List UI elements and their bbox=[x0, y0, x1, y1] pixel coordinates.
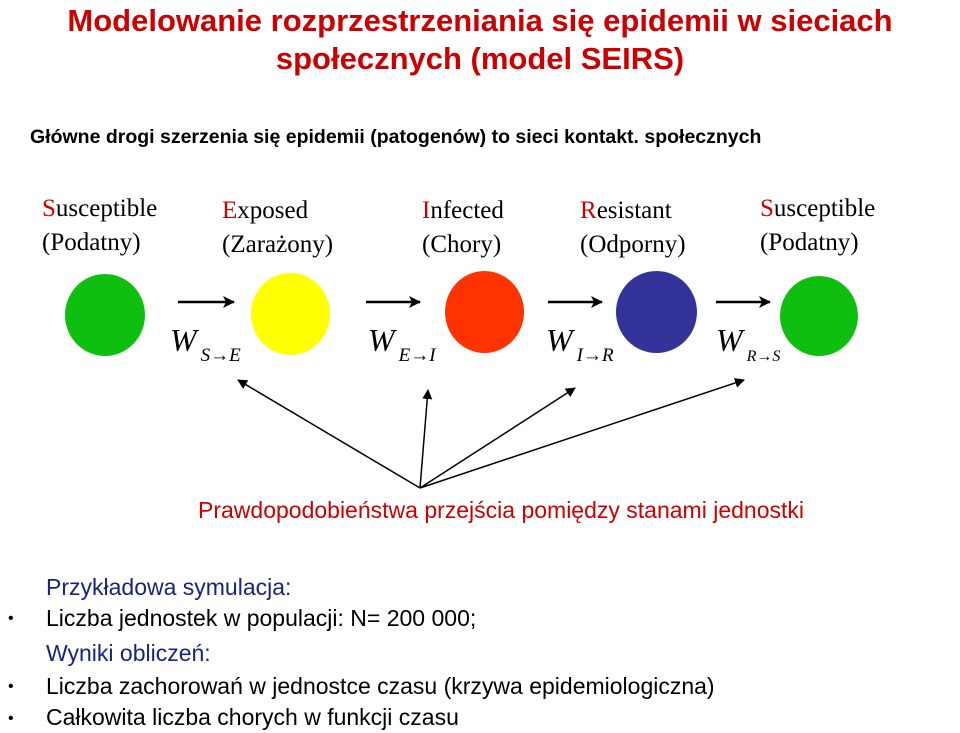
pointer-line bbox=[420, 388, 575, 488]
transition-label-s-e: W S→E bbox=[170, 322, 241, 366]
bullet-icon: • bbox=[8, 678, 14, 695]
pointer-line bbox=[420, 380, 744, 488]
state-name-pl: (Zarażony) bbox=[222, 231, 334, 258]
state-name-pl: (Chory) bbox=[422, 231, 502, 258]
pointer-line bbox=[420, 390, 428, 488]
state-name: Susceptible bbox=[42, 195, 158, 222]
bullet-icon: • bbox=[8, 710, 14, 727]
result-line-2: Całkowita liczba chorych w funkcji czasu bbox=[46, 704, 459, 730]
transition-label-e-i: W E→I bbox=[368, 322, 436, 366]
state-name: Resistant bbox=[580, 197, 672, 224]
state-name: Susceptible bbox=[760, 195, 876, 222]
state-name-pl: (Podatny) bbox=[760, 229, 859, 256]
results-heading: Wyniki obliczeń: bbox=[46, 640, 211, 666]
transition-label-i-r: W I→R bbox=[546, 322, 614, 366]
title-line-2: społecznych (model SEIRS) bbox=[275, 41, 685, 76]
pointer-line bbox=[238, 380, 420, 488]
result-line-1: Liczba zachorowań w jednostce czasu (krzywa epidemiologiczna) bbox=[46, 673, 715, 699]
bullet-icon: • bbox=[8, 610, 14, 627]
title-line-1: Modelowanie rozprzestrzeniania się epidemii w sieciach bbox=[67, 3, 893, 38]
state-name-pl: (Odporny) bbox=[580, 231, 686, 258]
transition-label-r-s: W R→S bbox=[716, 322, 781, 365]
example-heading: Przykładowa symulacja: bbox=[46, 574, 292, 600]
state-name: Exposed bbox=[222, 197, 309, 224]
state-name: Infected bbox=[422, 197, 504, 224]
probability-caption: Prawdopodobieństwa przejścia pomiędzy stanami jednostki bbox=[198, 497, 804, 523]
subtitle: Główne drogi szerzenia się epidemii (patogenów) to sieci kontakt. społecznych bbox=[30, 126, 762, 148]
population-line: Liczba jednostek w populacji: N= 200 000; bbox=[46, 605, 477, 631]
state-name-pl: (Podatny) bbox=[42, 229, 141, 256]
